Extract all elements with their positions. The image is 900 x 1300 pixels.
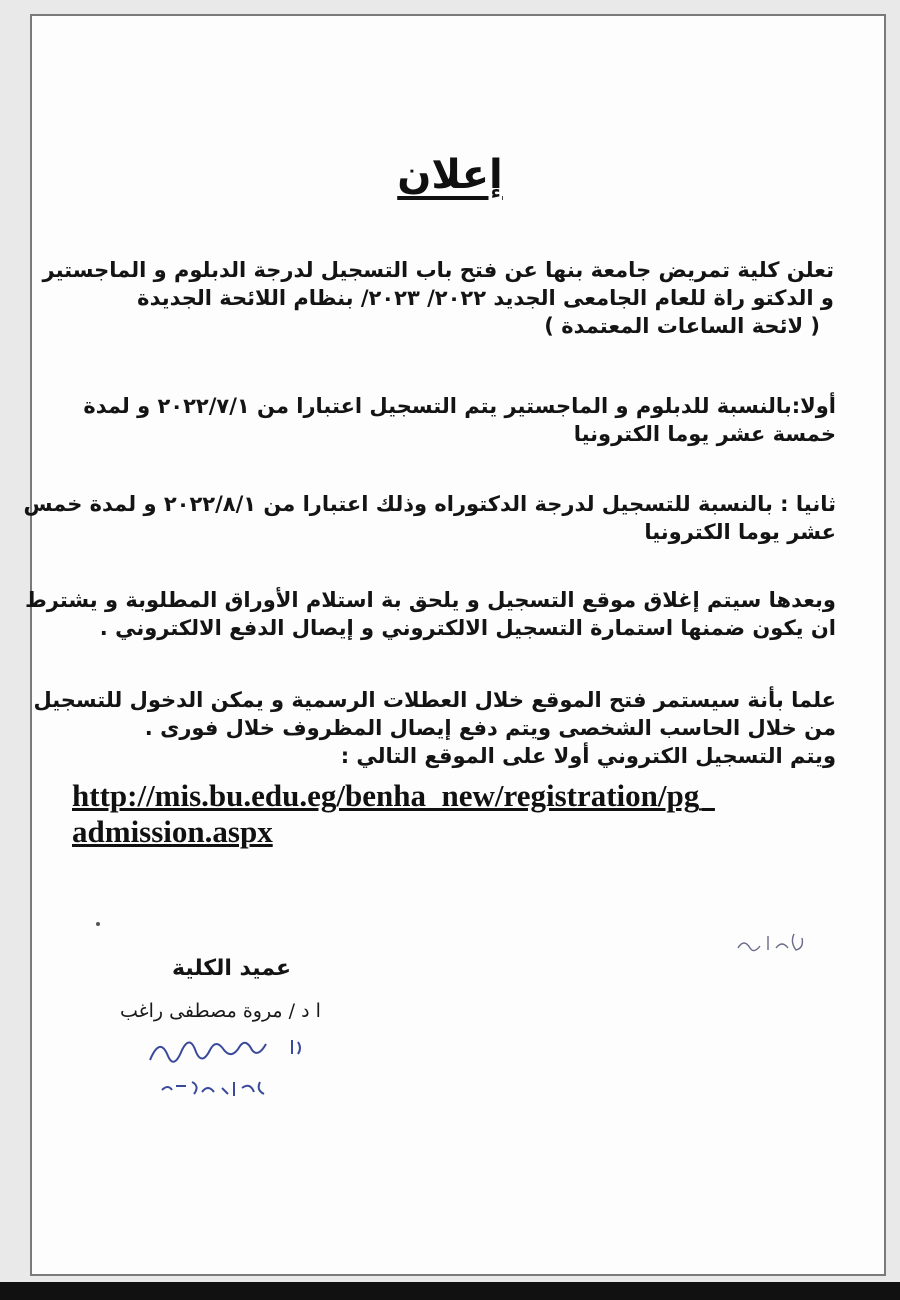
first-item-paragraph <box>83 392 836 448</box>
intro-line: و الدكتو راة للعام الجامعى الجديد ٢٠٢٢/ ٢٠٢٣/ بنظام اللائحة الجديدة <box>137 286 834 310</box>
third-line: ان يكون ضمنها استمارة التسجيل الالكتروني و إيصال الدفع الالكتروني . <box>99 616 836 640</box>
registration-url-link[interactable] <box>72 778 715 850</box>
fourth-paragraph <box>33 686 836 770</box>
first-line: أولا:بالنسبة للدبلوم و الماجستير يتم التسجيل اعتبارا من ٢٠٢٢/٧/١ و لمدة <box>83 394 836 418</box>
fourth-line: علما بأنة سيستمر فتح الموقع خلال العطلات الرسمية و يمكن الدخول للتسجيل <box>33 688 836 712</box>
first-line: خمسة عشر يوما الكترونيا <box>573 422 836 446</box>
intro-paragraph <box>43 256 834 340</box>
signature-icon <box>142 1030 342 1110</box>
third-line: وبعدها سيتم إغلاق موقع التسجيل و يلحق بة استلام الأوراق المطلوبة و يشترط <box>24 588 836 612</box>
second-item-paragraph <box>23 490 836 546</box>
second-line: ثانيا : بالنسبة للتسجيل لدرجة الدكتوراه وذلك اعتبارا من ٢٠٢٢/٨/١ و لمدة خمس <box>23 492 836 516</box>
intro-line: ( لائحة الساعات المعتمدة ) <box>544 314 820 338</box>
fourth-line: من خلال الحاسب الشخصى ويتم دفع إيصال المظروف خلال فورى . <box>144 716 836 740</box>
dean-name: ا د / مروة مصطفى راغب <box>120 1000 321 1022</box>
announcement-title: إعلان <box>397 152 503 198</box>
third-paragraph <box>25 586 836 642</box>
handwritten-mark-icon <box>728 922 828 962</box>
ink-dot <box>96 922 100 926</box>
bottom-border-bar <box>0 1282 900 1300</box>
url-line: http://mis.bu.edu.eg/benha_new/registration/pg_ <box>72 778 715 813</box>
url-line: admission.aspx <box>72 814 273 849</box>
second-line: عشر يوما الكترونيا <box>644 520 836 544</box>
intro-line: تعلن كلية تمريض جامعة بنها عن فتح باب التسجيل لدرجة الدبلوم و الماجستير <box>42 258 834 282</box>
dean-title: عميد الكلية <box>172 956 292 981</box>
fourth-line: ويتم التسجيل الكتروني أولا على الموقع التالي : <box>340 744 836 768</box>
